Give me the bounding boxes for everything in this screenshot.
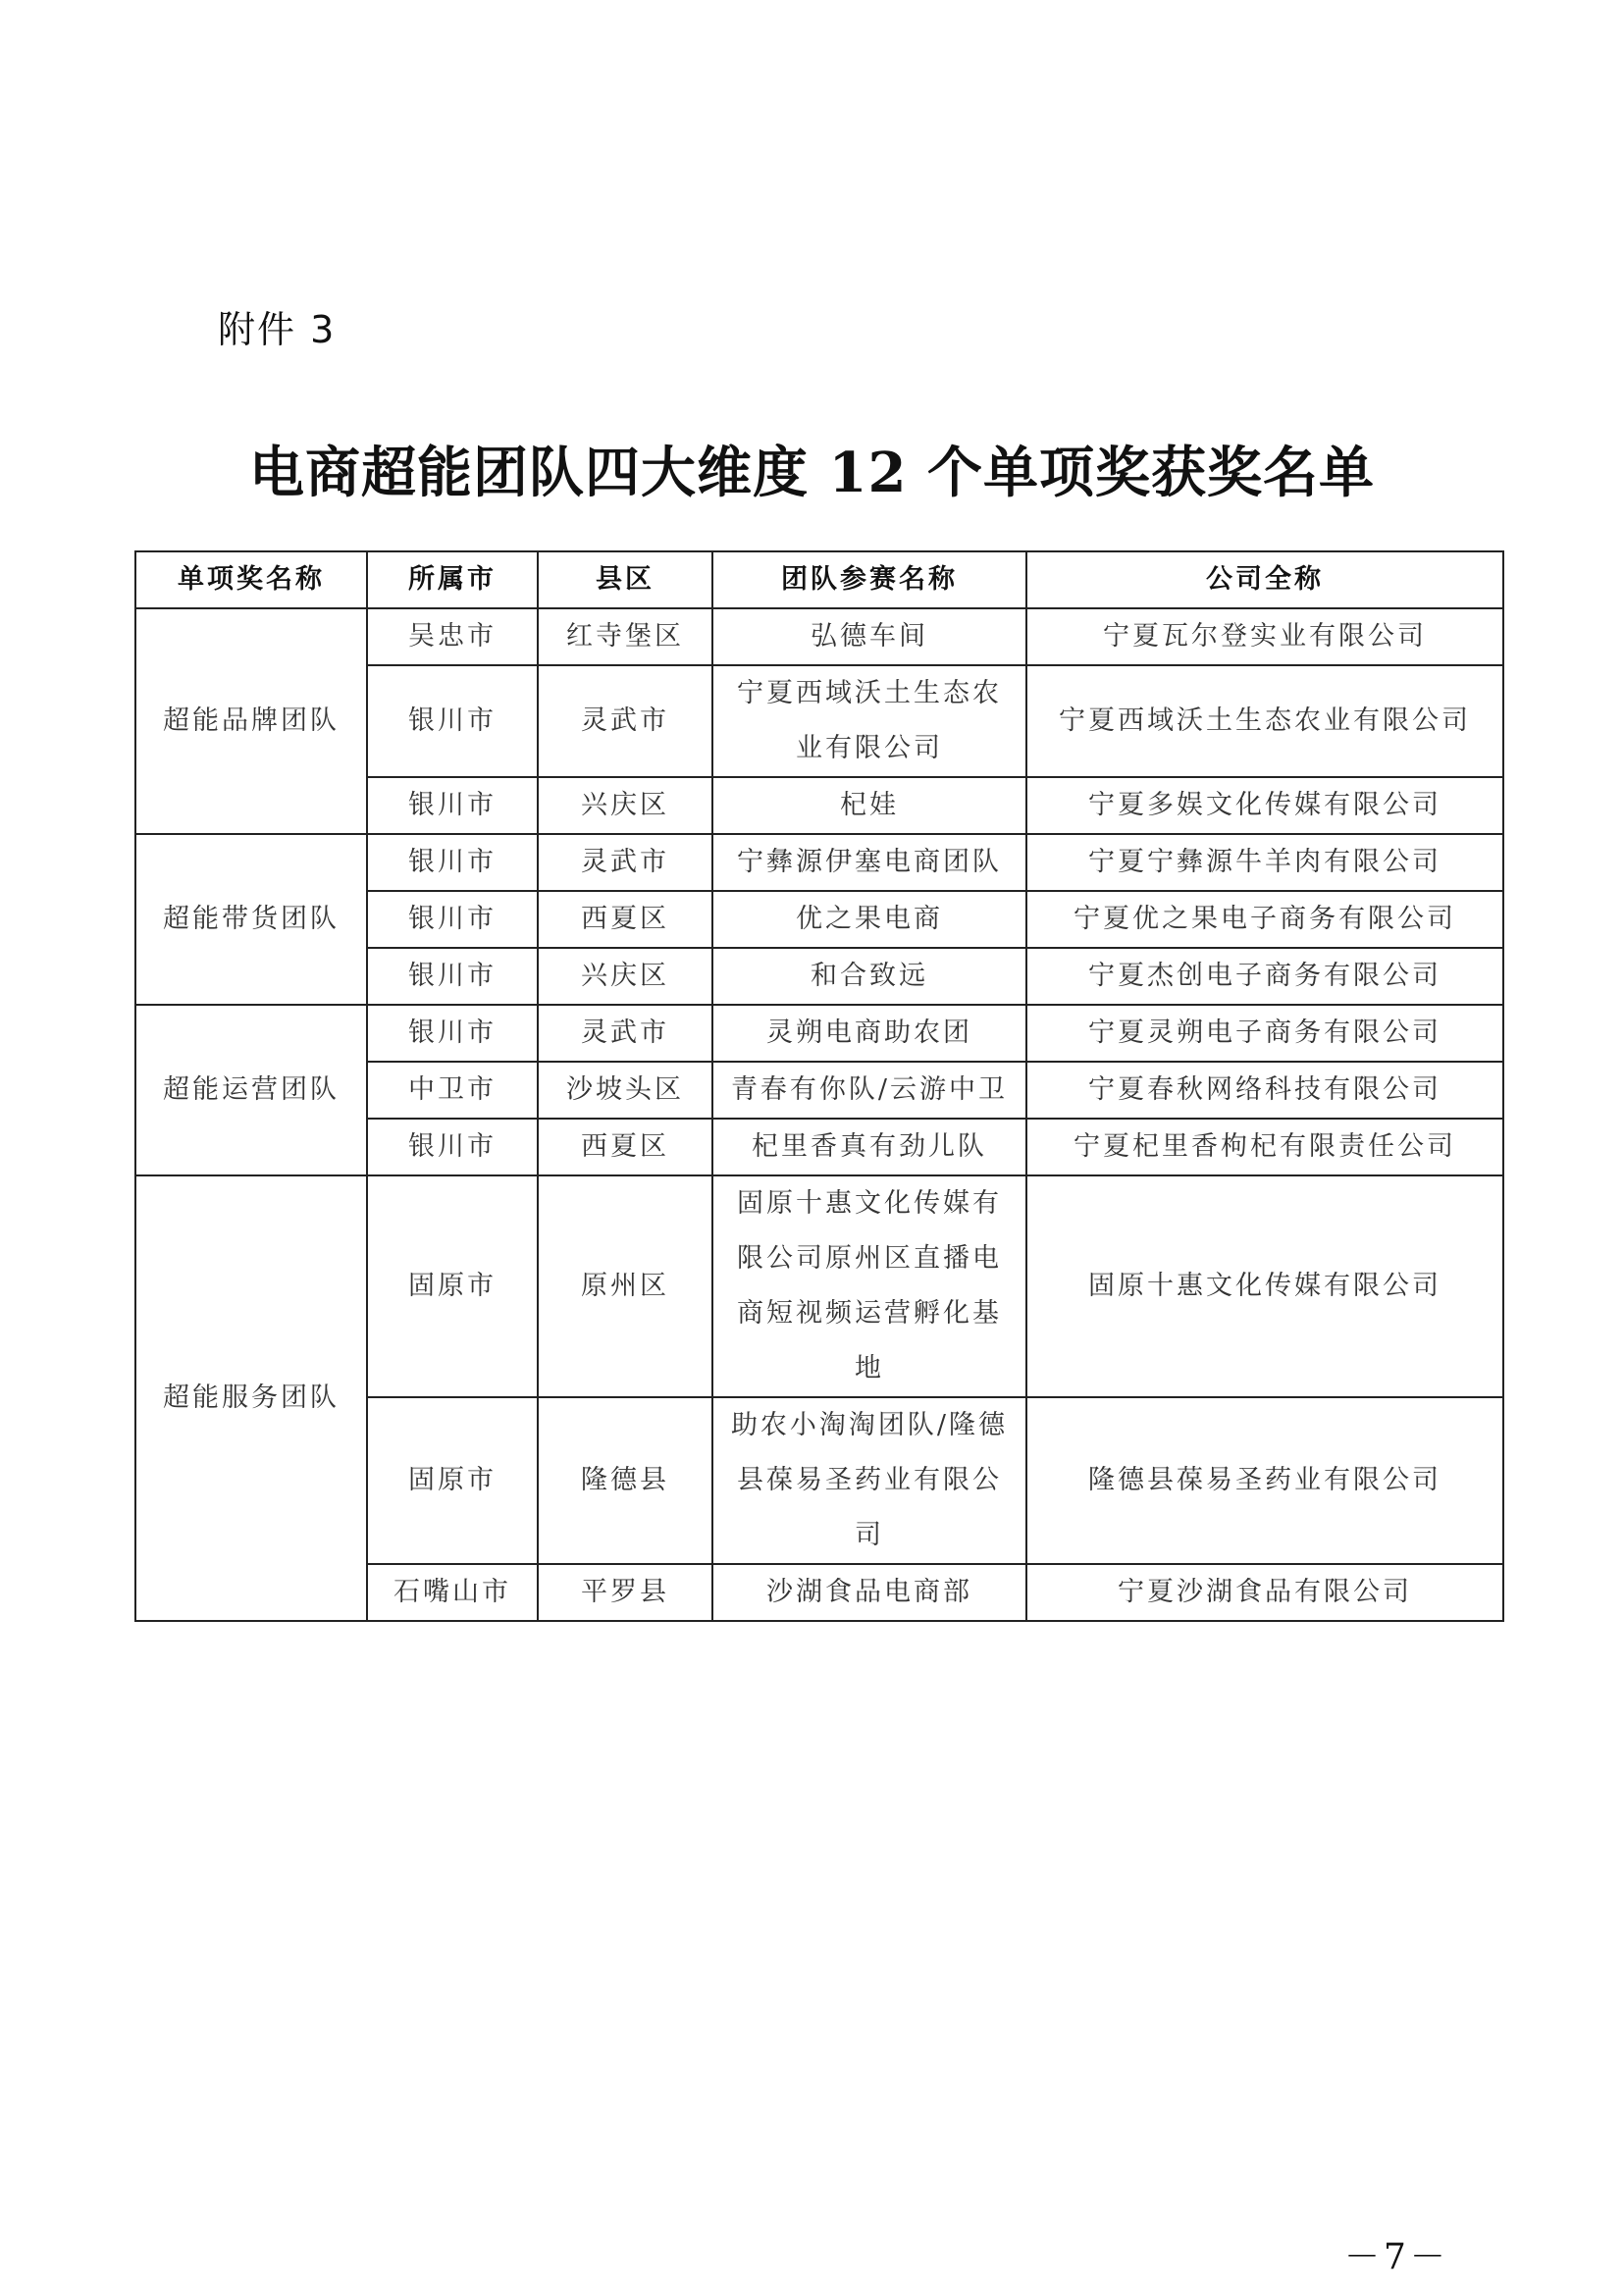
company-cell: 固原十惠文化传媒有限公司 <box>1026 1175 1503 1397</box>
team-cell: 灵朔电商助农团 <box>712 1005 1026 1062</box>
table-row <box>135 1175 1503 1397</box>
district-cell: 西夏区 <box>538 1119 712 1175</box>
city-cell: 银川市 <box>367 665 538 777</box>
district-cell: 兴庆区 <box>538 777 712 834</box>
award-cell: 超能服务团队 <box>135 1175 367 1621</box>
team-cell: 宁夏西域沃土生态农业有限公司 <box>712 665 1026 777</box>
company-cell: 宁夏宁彝源牛羊肉有限公司 <box>1026 834 1503 891</box>
header-company: 公司全称 <box>1026 551 1503 608</box>
company-cell: 宁夏杰创电子商务有限公司 <box>1026 948 1503 1005</box>
city-cell: 银川市 <box>367 777 538 834</box>
team-cell: 宁彝源伊塞电商团队 <box>712 834 1026 891</box>
city-cell: 银川市 <box>367 1119 538 1175</box>
company-cell: 宁夏杞里香枸杞有限责任公司 <box>1026 1119 1503 1175</box>
table-row <box>135 834 1503 891</box>
table-row <box>135 1005 1503 1062</box>
company-cell: 宁夏沙湖食品有限公司 <box>1026 1564 1503 1621</box>
header-district: 县区 <box>538 551 712 608</box>
team-cell: 助农小淘淘团队/隆德县葆易圣药业有限公司 <box>712 1397 1026 1564</box>
district-cell: 兴庆区 <box>538 948 712 1005</box>
team-cell: 沙湖食品电商部 <box>712 1564 1026 1621</box>
city-cell: 银川市 <box>367 891 538 948</box>
header-award: 单项奖名称 <box>135 551 367 608</box>
page-number: －7－ <box>1344 2237 1449 2277</box>
table-header-row <box>135 551 1503 608</box>
company-cell: 宁夏西域沃土生态农业有限公司 <box>1026 665 1503 777</box>
company-cell: 宁夏瓦尔登实业有限公司 <box>1026 608 1503 665</box>
district-cell: 沙坡头区 <box>538 1062 712 1119</box>
city-cell: 银川市 <box>367 834 538 891</box>
team-cell: 和合致远 <box>712 948 1026 1005</box>
company-cell: 宁夏春秋网络科技有限公司 <box>1026 1062 1503 1119</box>
city-cell: 银川市 <box>367 1005 538 1062</box>
district-cell: 西夏区 <box>538 891 712 948</box>
company-cell: 宁夏多娱文化传媒有限公司 <box>1026 777 1503 834</box>
district-cell: 原州区 <box>538 1175 712 1397</box>
team-cell: 固原十惠文化传媒有限公司原州区直播电商短视频运营孵化基地 <box>712 1175 1026 1397</box>
city-cell: 银川市 <box>367 948 538 1005</box>
company-cell: 宁夏灵朔电子商务有限公司 <box>1026 1005 1503 1062</box>
team-cell: 青春有你队/云游中卫 <box>712 1062 1026 1119</box>
city-cell: 固原市 <box>367 1175 538 1397</box>
awards-table <box>134 550 1504 1622</box>
city-cell: 中卫市 <box>367 1062 538 1119</box>
city-cell: 石嘴山市 <box>367 1564 538 1621</box>
header-city: 所属市 <box>367 551 538 608</box>
award-cell: 超能带货团队 <box>135 834 367 1005</box>
attachment-label: 附件 3 <box>218 308 337 351</box>
company-cell: 隆德县葆易圣药业有限公司 <box>1026 1397 1503 1564</box>
award-cell: 超能品牌团队 <box>135 608 367 834</box>
district-cell: 灵武市 <box>538 834 712 891</box>
city-cell: 吴忠市 <box>367 608 538 665</box>
award-cell: 超能运营团队 <box>135 1005 367 1175</box>
team-cell: 杞里香真有劲儿队 <box>712 1119 1026 1175</box>
team-cell: 杞娃 <box>712 777 1026 834</box>
district-cell: 灵武市 <box>538 1005 712 1062</box>
table-row <box>135 608 1503 665</box>
district-cell: 灵武市 <box>538 665 712 777</box>
team-cell: 弘德车间 <box>712 608 1026 665</box>
district-cell: 红寺堡区 <box>538 608 712 665</box>
district-cell: 平罗县 <box>538 1564 712 1621</box>
city-cell: 固原市 <box>367 1397 538 1564</box>
document-title: 电商超能团队四大维度 12 个单项奖获奖名单 <box>249 441 1375 505</box>
district-cell: 隆德县 <box>538 1397 712 1564</box>
header-team: 团队参赛名称 <box>712 551 1026 608</box>
company-cell: 宁夏优之果电子商务有限公司 <box>1026 891 1503 948</box>
team-cell: 优之果电商 <box>712 891 1026 948</box>
